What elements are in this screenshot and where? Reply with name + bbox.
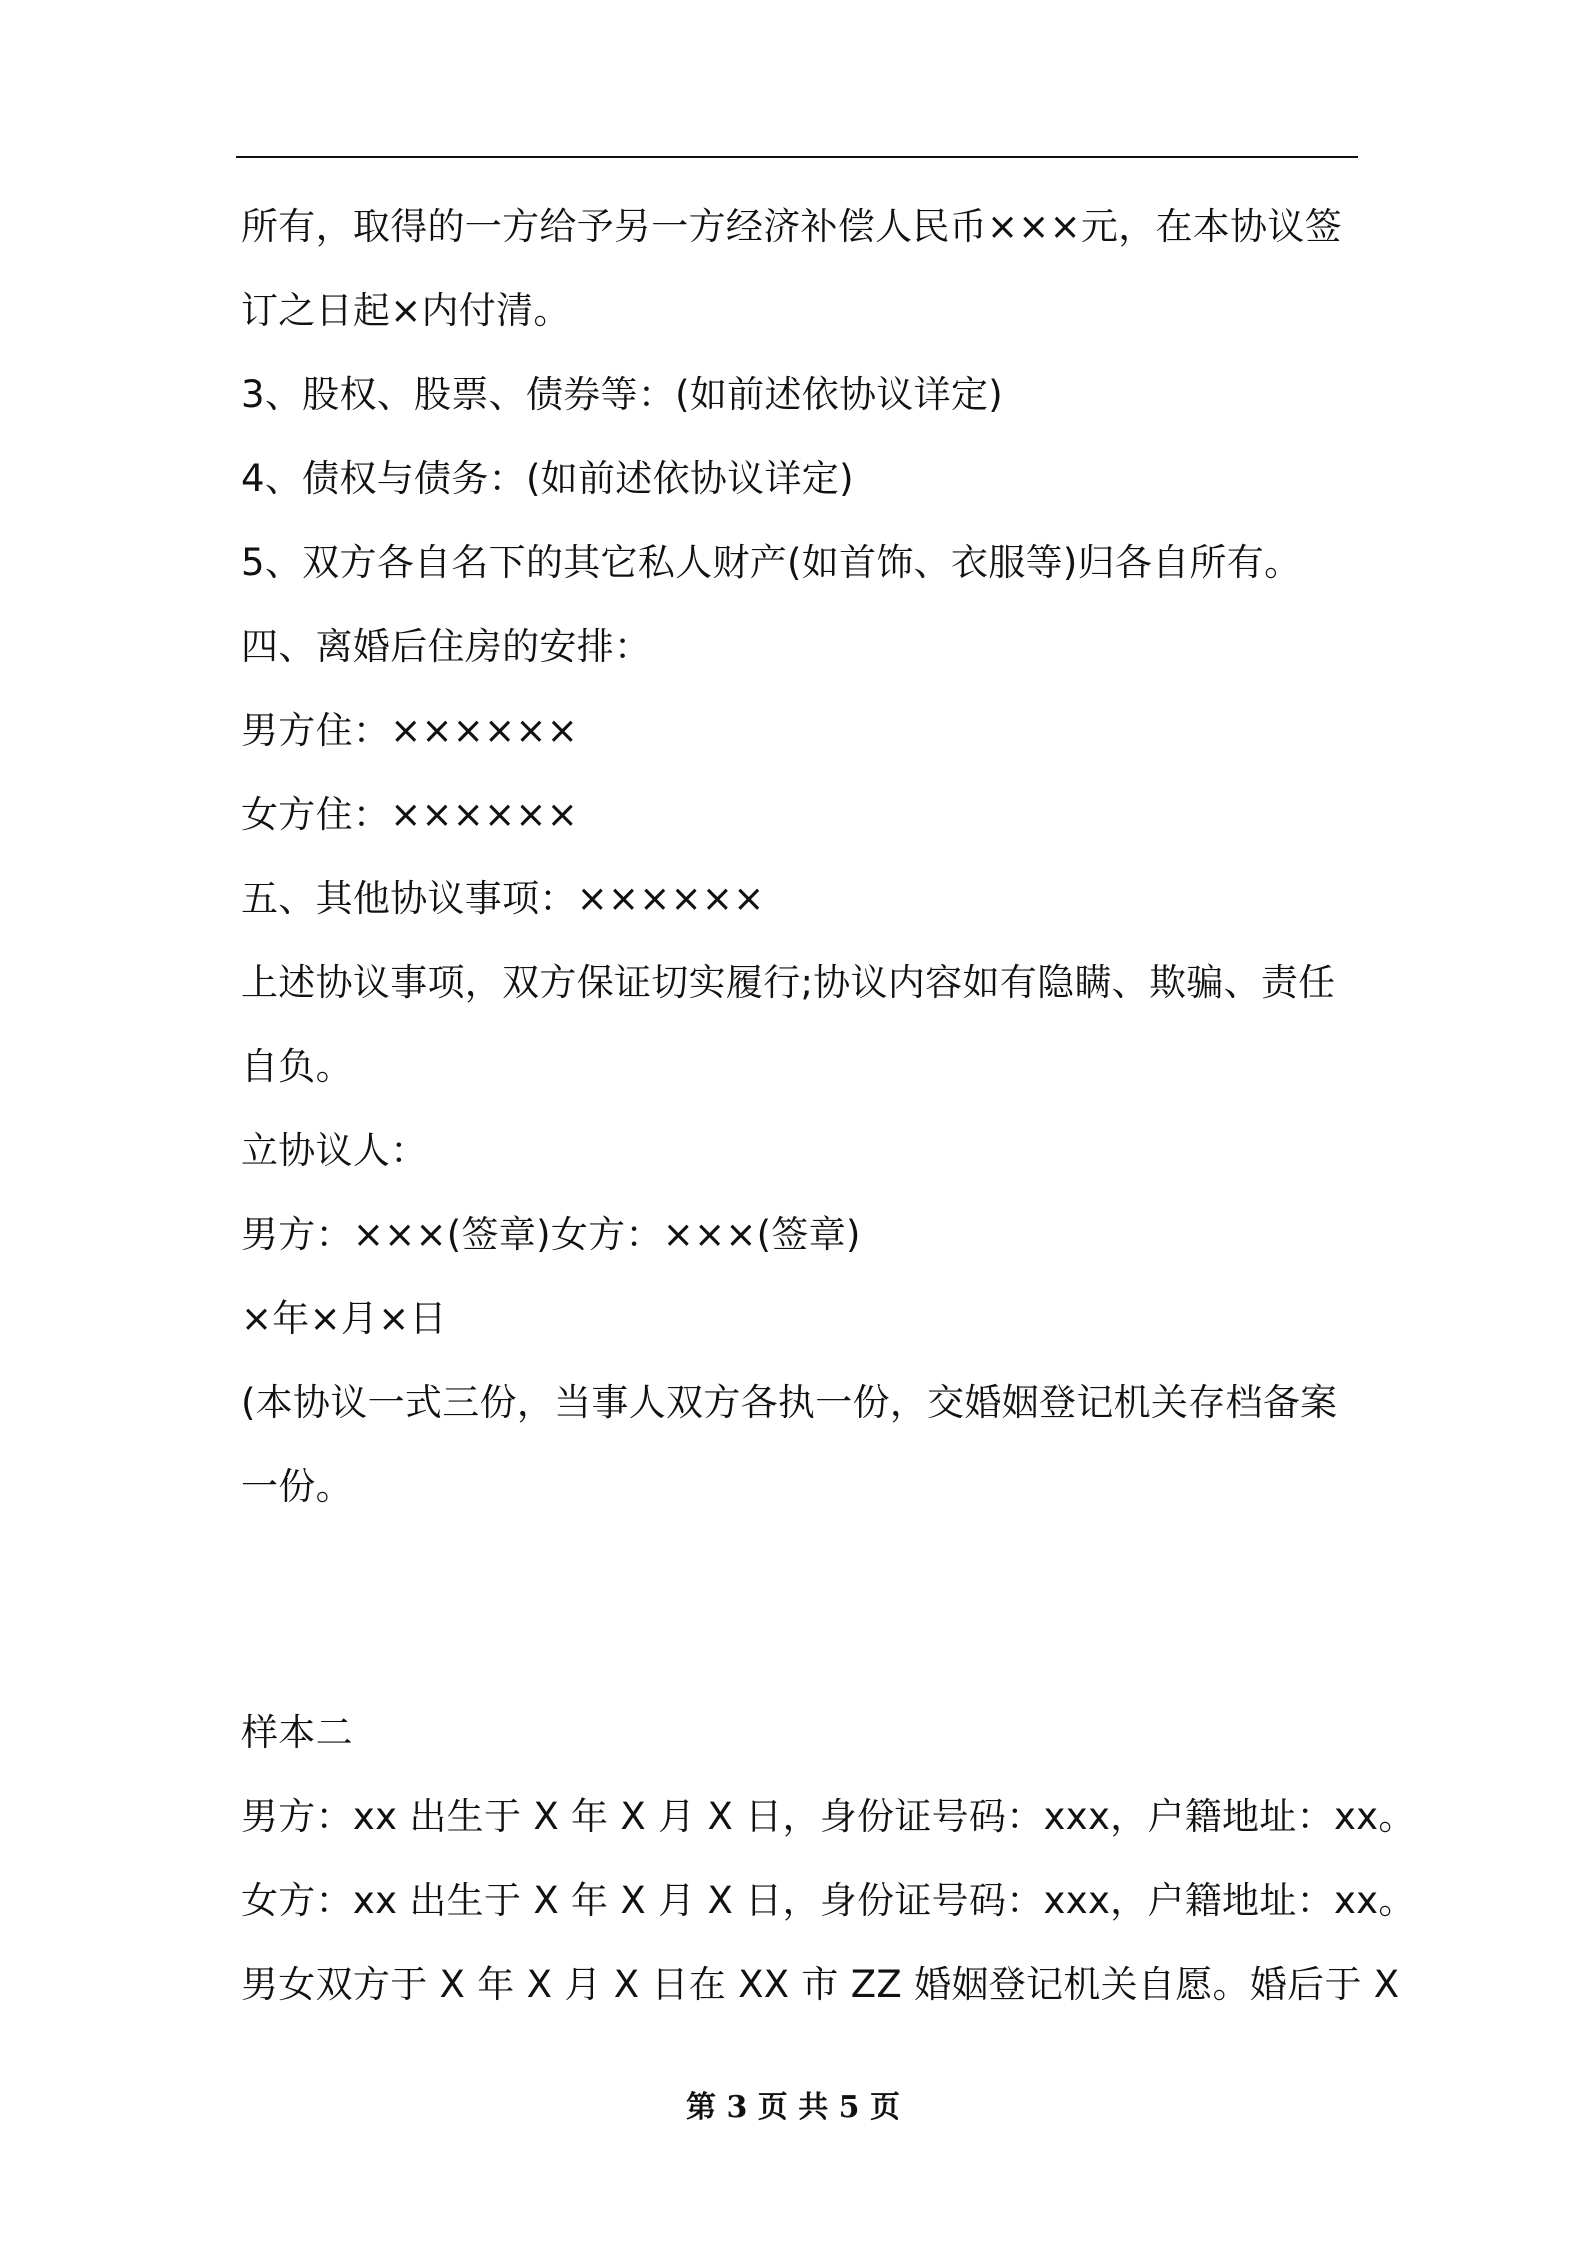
section-heading: 四、离婚后住房的安排： — [241, 625, 652, 668]
text-line: 男女双方于 X 年 X 月 X 日在 XX 市 ZZ 婚姻登记机关自愿。婚后于 X — [241, 1963, 1400, 2006]
section-heading: 五、其他协议事项：×××××× — [241, 877, 765, 920]
document-body — [241, 185, 1416, 2027]
header-rule — [236, 156, 1358, 158]
text-line: 4、债权与债务：(如前述依协议详定) — [241, 457, 854, 500]
text-line: 女方住：×××××× — [241, 793, 579, 836]
text-line: 男方住：×××××× — [241, 709, 579, 752]
page-indicator: 第 3 页 共 5 页 — [686, 2090, 900, 2125]
date-line: ×年×月×日 — [241, 1297, 447, 1340]
text-line: 男方：xx 出生于 X 年 X 月 X 日，身份证号码：xxx，户籍地址：xx。 — [241, 1795, 1416, 1838]
text-line: 5、双方各自名下的其它私人财产(如首饰、衣服等)归各自所有。 — [241, 541, 1302, 584]
text-line: 上述协议事项，双方保证切实履行;协议内容如有隐瞒、欺骗、责任 — [241, 961, 1336, 1004]
section-gap — [241, 1529, 1381, 1691]
text-line: 女方：xx 出生于 X 年 X 月 X 日，身份证号码：xxx，户籍地址：xx。 — [241, 1879, 1416, 1922]
text-line: 立协议人： — [241, 1129, 428, 1172]
signature-line: 男方：×××(签章)女方：×××(签章) — [241, 1213, 861, 1256]
text-line: 所有，取得的一方给予另一方经济补偿人民币×××元，在本协议签 — [241, 205, 1343, 248]
text-line: (本协议一式三份，当事人双方各执一份，交婚姻登记机关存档备案 — [241, 1381, 1338, 1424]
text-line: 自负。 — [241, 1045, 353, 1088]
section-title: 样本二 — [241, 1711, 353, 1754]
text-line: 3、股权、股票、债券等：(如前述依协议详定) — [241, 373, 1004, 416]
text-line: 一份。 — [241, 1465, 353, 1508]
text-line: 订之日起×内付清。 — [241, 289, 571, 332]
